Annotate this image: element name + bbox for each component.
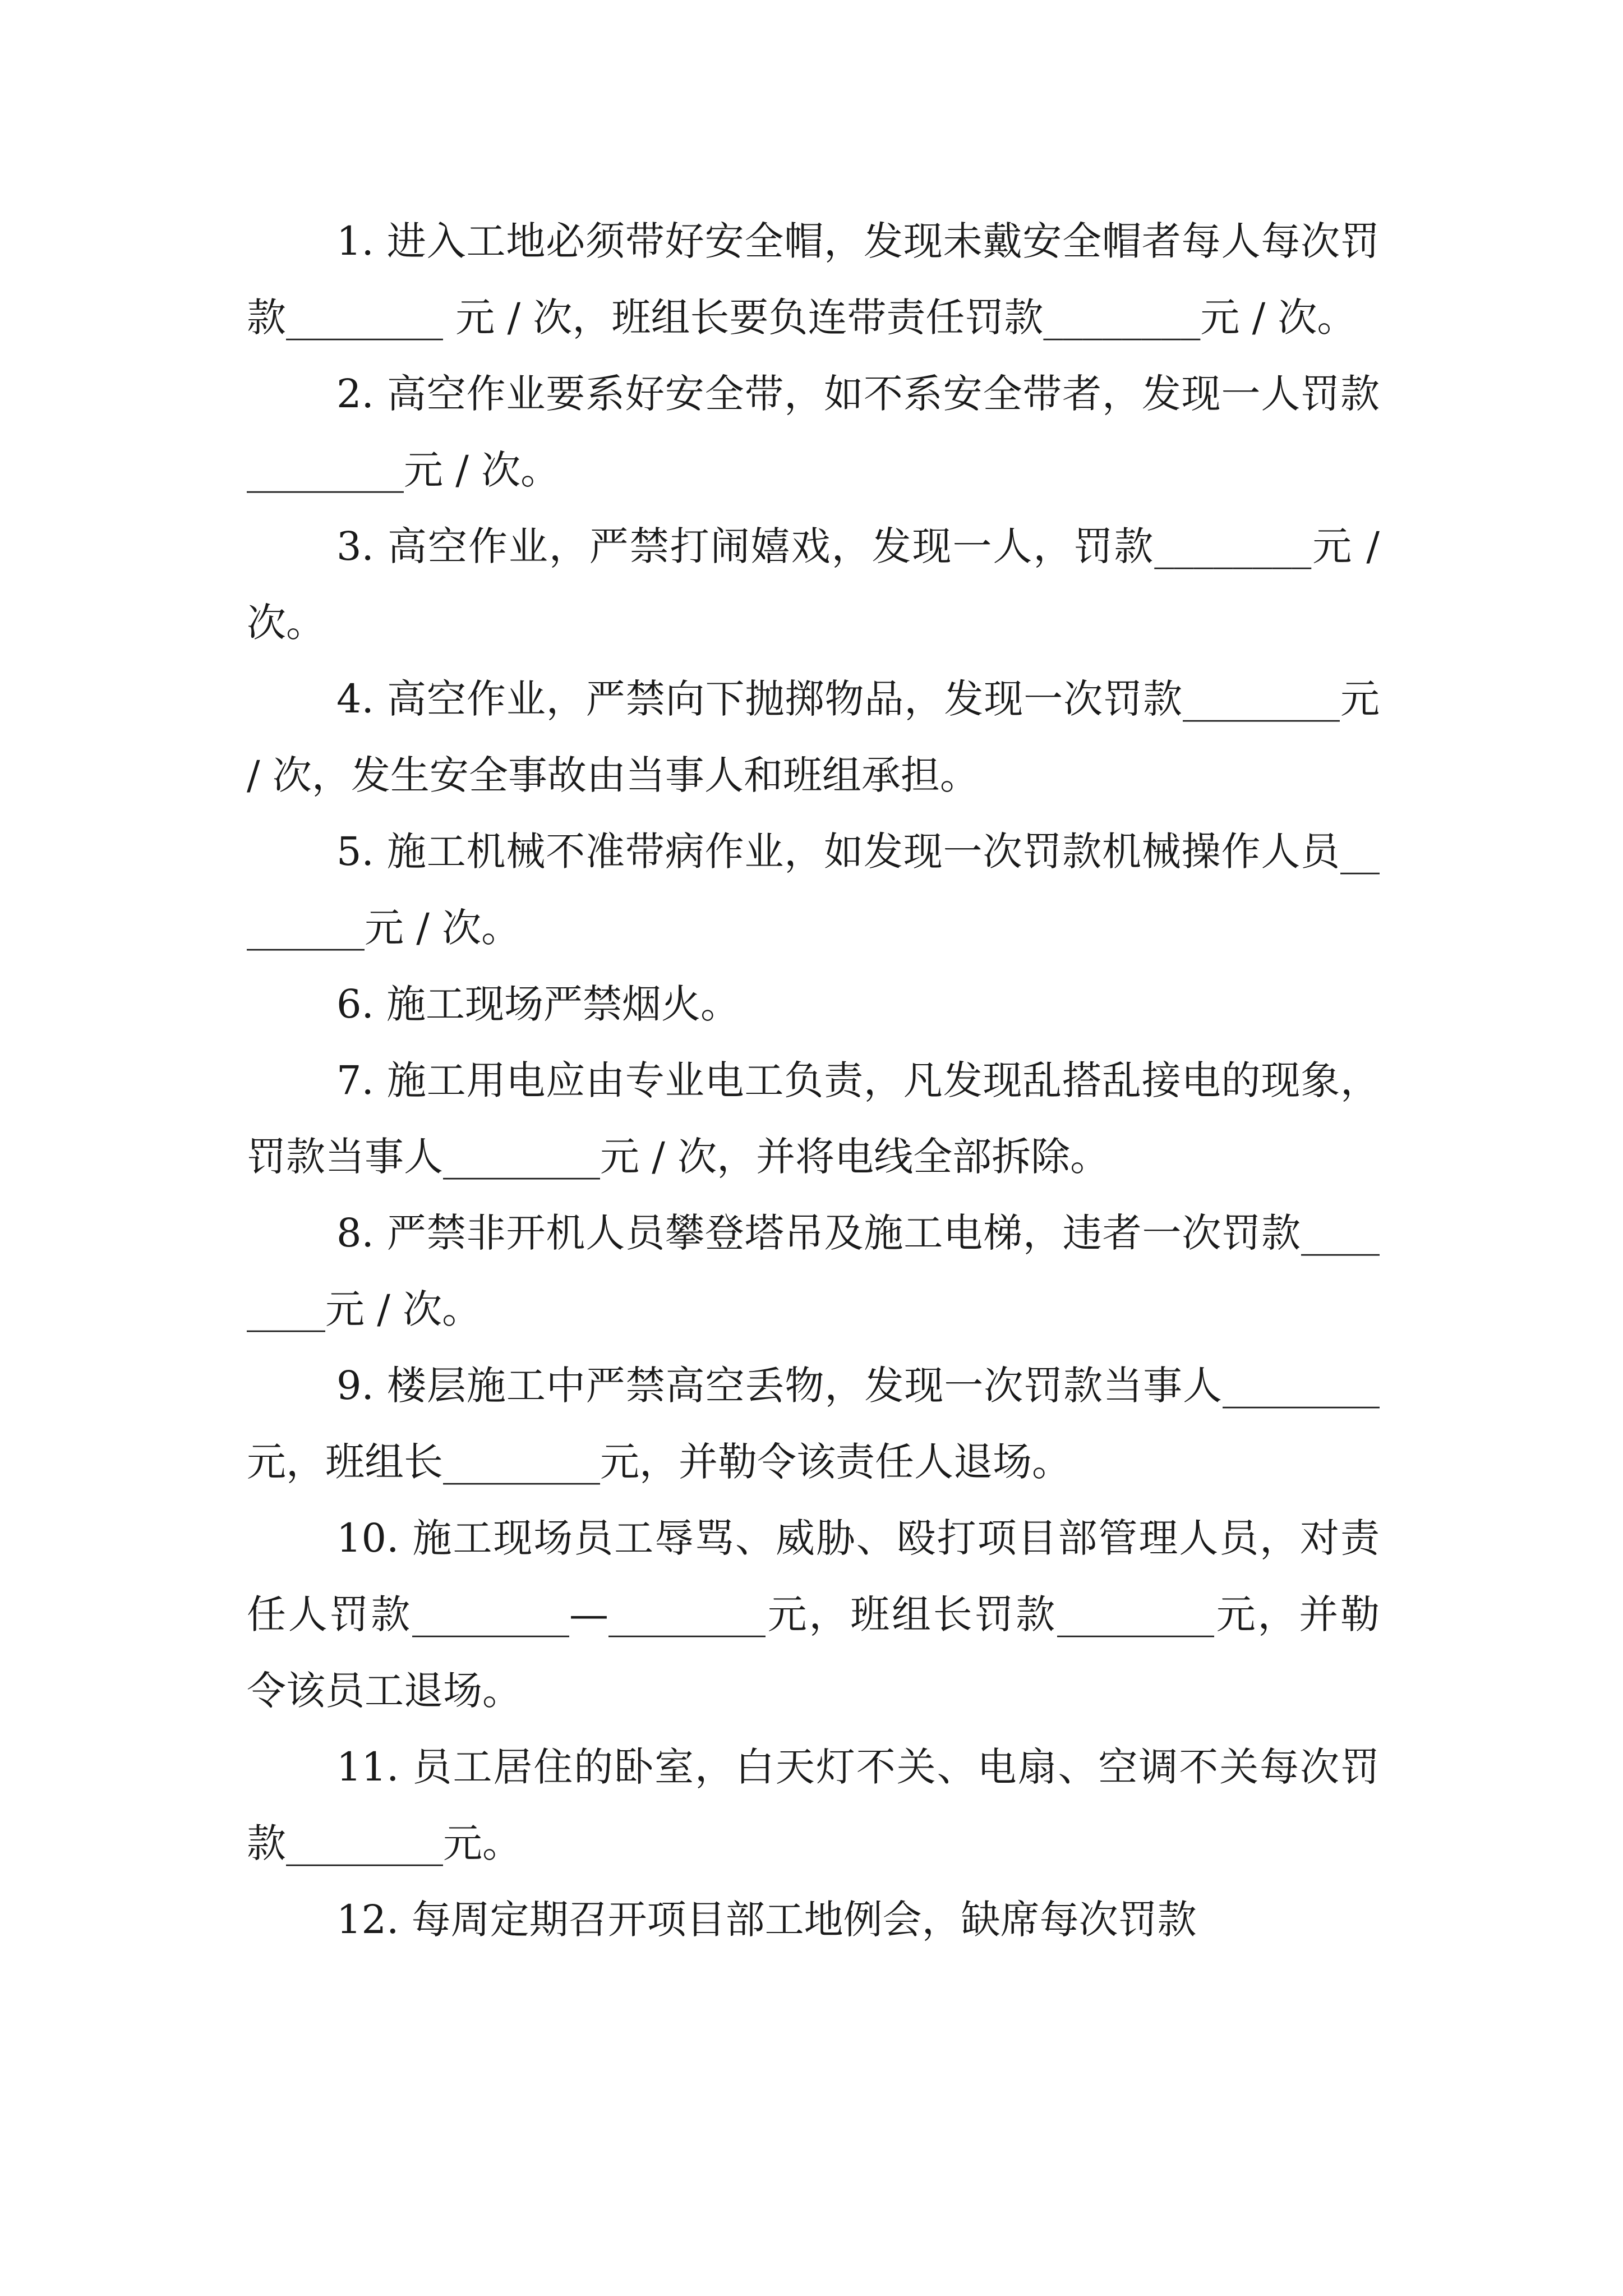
regulation-item-9: 9. 楼层施工中严禁高空丢物，发现一次罚款当事人________元，班组长________元，并勒令该责任人退场。: [247, 1363, 1380, 1485]
regulation-item-8: 8. 严禁非开机人员攀登塔吊及施工电梯，违者一次罚款________元 / 次。: [247, 1210, 1380, 1332]
regulation-item-10: 10. 施工现场员工辱骂、威胁、殴打项目部管理人员，对责任人罚款________—________元，班组长罚款________元，并勒令该员工退场。: [247, 1515, 1380, 1714]
regulation-item-12: 12. 每周定期召开项目部工地例会，缺席每次罚款: [336, 1897, 1197, 1943]
regulation-item-7: 7. 施工用电应由专业电工负责，凡发现乱搭乱接电的现象，罚款当事人________元 / 次，并将电线全部拆除。: [247, 1057, 1380, 1180]
regulation-item-4: 4. 高空作业，严禁向下抛掷物品，发现一次罚款________元 / 次，发生安全事故由当事人和班组承担。: [247, 676, 1380, 798]
regulation-item-6: 6. 施工现场严禁烟火。: [336, 981, 740, 1027]
regulation-item-2: 2. 高空作业要系好安全带，如不系安全带者，发现一人罚款________元 / 次。: [247, 371, 1380, 493]
regulation-item-3: 3. 高空作业，严禁打闹嬉戏，发现一人，罚款________元 / 次。: [247, 523, 1380, 646]
regulation-list: [247, 203, 1380, 1958]
regulation-item-5: 5. 施工机械不准带病作业，如发现一次罚款机械操作人员________元 / 次。: [247, 829, 1380, 951]
regulation-item-11: 11. 员工居住的卧室，白天灯不关、电扇、空调不关每次罚款________元。: [247, 1744, 1380, 1866]
regulation-item-1: 1. 进入工地必须带好安全帽，发现未戴安全帽者每人每次罚款________ 元 / 次，班组长要负连带责任罚款________元 / 次。: [247, 218, 1380, 341]
